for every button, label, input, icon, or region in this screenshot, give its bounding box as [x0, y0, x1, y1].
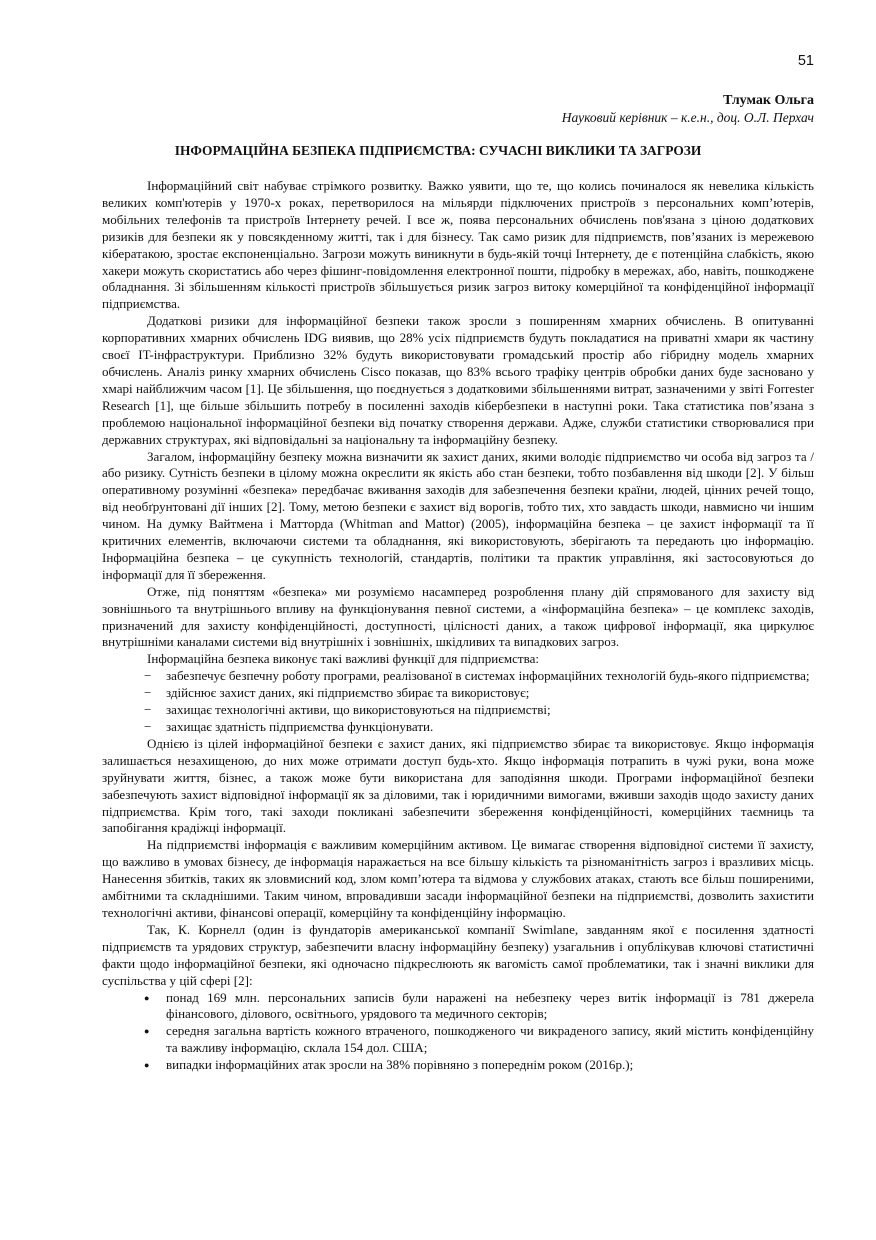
page-number: 51: [797, 53, 814, 69]
list-item: − захищає технологічні активи, що використовуються на підприємстві;: [102, 702, 814, 719]
facts-list: [102, 990, 814, 1075]
list-item: ● випадки інформаційних атак зросли на 38% порівняно з попереднім роком (2016р.);: [102, 1057, 814, 1074]
paragraph: Додаткові ризики для інформаційної безпеки також зросли з поширенням хмарних обчислень. В опитуванні корпоративних хмарних обчислень IDG виявив, що 28% усіх підприємств будуть покладатися на приватні хмари як частину своєї IT-інфраструктури. Приблизно 32% будуть використовувати громадський простір або гібридну модель хмарних обчислень. Аналіз ринку хмарних обчислень Cisco показав, що 83% всього трафіку центрів обробки даних буде засновано у хмарі найближчим часом [1]. Це збільшення, що поєднується з додатковими збільшеннями витрат, зазначеними у звіті Forrester Research [1], ще більше збільшить потребу в посиленні заходів кібербезпеки в наступні роки. Така статистика пов’язана з проблемою національної інформаційної безпеки від початку створення держави. Адже, служби статистики створювалися при державних структурах, які відповідальні за національну та інформаційну безпеку.: [102, 313, 814, 447]
paragraph: Однією із цілей інформаційної безпеки є захист даних, які підприємство збирає та використовує. Якщо інформація залишається незахищеною, до них може отримати доступ будь-хто. Якщо інформація потрапить в чужі руки, вона може зруйнувати життя, бізнес, а також може бути використана для заподіяння шкоди. Програми інформаційної безпеки забезпечують захист відповідної інформації як за діловими, так і юридичними вимогами, вживши заходів щодо захисту даних підприємства. Крім того, такі заходи покликані забезпечити збереження конфіденційності, комерційних таємниць та запобігання крадіжці інформації.: [102, 735, 814, 836]
functions-list: [102, 668, 814, 736]
functions-intro: Інформаційна безпека виконує такі важливі функції для підприємства:: [147, 651, 540, 667]
paragraph: Так, К. Корнелл (один із фундаторів американської компанії Swimlane, завданням якої є посилення здатності підприємств та урядових структур, забезпечити власну інформаційну безпеку) узагальнив і опублікував ключові статистичні факти щодо інформаційної безпеки, які одночасно підкреслюють як вагомість самої проблематики, так і значні виклики для суспільства у цій сфері [2]:: [102, 921, 814, 988]
paragraph: Отже, під поняттям «безпека» ми розуміємо насамперед розроблення плану дій спрямованого для захисту від зовнішнього та внутрішнього впливу на функціонування певної системи, а «інформаційна безпека» – це комплекс заходів, призначений для захисту конфіденційності, доступності, цілісності даних, а також цифрової інформації, яка циркулює внутрішніми каналами системи від внутрішніх і зовнішніх, шкідливих та випадкових загроз.: [102, 583, 814, 650]
list-item: ● понад 169 млн. персональних записів були наражені на небезпеку через витік інформації із 781 джерела фінансового, ділового, освітнього, урядового та медичного секторів;: [102, 990, 814, 1024]
supervisor-line: Науковий керівник – к.е.н., доц. О.Л. Перхач: [561, 110, 814, 125]
paragraph: Загалом, інформаційну безпеку можна визначити як захист даних, якими володіє підприємство чи особа від загроз та / або ризику. Сутність безпеки в цілому можна окреслити як якість або стан безпеки, тобто позбавлення від шкоди [2]. У більш оперативному розумінні «безпека» передбачає вживання заходів для забезпечення безпеки країни, людей, цінних речей тощо, від необґрунтовані дії інших [2]. Тому, метою безпеки є захист від ворогів, тобто тих, хто завдасть шкоди, навмисно чи іншим чином. На думку Вайтмена і Матторда (Whitman and Mattor) (2005), інформаційна безпека – це захист інформації та її критичних елементів, включаючи системи та обладнання, які використовують, зберігають та передають цю інформацію. Інформаційна безпека – це сукупність технологій, стандартів, політики та практик управління, які застосовуються до інформації для її збереження.: [102, 448, 814, 582]
list-item: − захищає здатність підприємства функціонувати.: [102, 719, 814, 736]
article-title: ІНФОРМАЦІЙНА БЕЗПЕКА ПІДПРИЄМСТВА: СУЧАСНІ ВИКЛИКИ ТА ЗАГРОЗИ: [174, 143, 702, 158]
list-item: − забезпечує безпечну роботу програми, реалізованої в системах інформаційних технологій будь-якого підприємства;: [102, 668, 814, 685]
article-body: [102, 178, 814, 1074]
list-item: − здійснює захист даних, які підприємство збирає та використовує;: [102, 685, 814, 702]
paragraph: На підприємстві інформація є важливим комерційним активом. Це вимагає створення відповідної системи її захисту, що важливо в умовах бізнесу, де інформація наражається на все більшу кількість та різноманітність загроз і вразливих місць. Нанесення збитків, таких як зловмисний код, злом комп’ютера та відмова у службових атаках, стають все більш поширеними, амбітними та складнішими. Таким чином, впровадивши засади інформаційної безпеки на підприємстві, дозволить захистити технологічні активи, фінансові операції, комерційну та конфіденційну інформацію.: [102, 837, 814, 920]
author-name: Тлумак Ольга: [723, 93, 814, 108]
list-item: ● середня загальна вартість кожного втраченого, пошкодженого чи викраденого запису, який містить конфіденційну та важливу інформацію, склала 154 дол. США;: [102, 1023, 814, 1057]
paragraph: Інформаційний світ набуває стрімкого розвитку. Важко уявити, що те, що колись починалося як невелика кількість великих комп'ютерів у 1970-х роках, перетворилося на мільярди підключених пристроїв з персональних комп’ютерів, мобільних телефонів та пристроїв Інтернету речей. І все ж, поява персональних обчислень пов'язана з ціною додаткових ризиків для безпеки як у повсякденному житті, так і для бізнесу. Так само ризик для підприємств, пов’язаних із мережевою кібератакою, зростає експоненціально. Загрози можуть виникнути в будь-якій точці Інтернету, де є потенційна слабкість, якою хакери можуть скористатись або через фішинг-повідомлення електронної пошти, підробку в мережах, або, навіть, пошкоджене обладнання. Зі збільшенням кількості пристроїв збільшується ризик загроз витоку комерційної та конфіденційної інформації підприємства.: [102, 178, 814, 312]
